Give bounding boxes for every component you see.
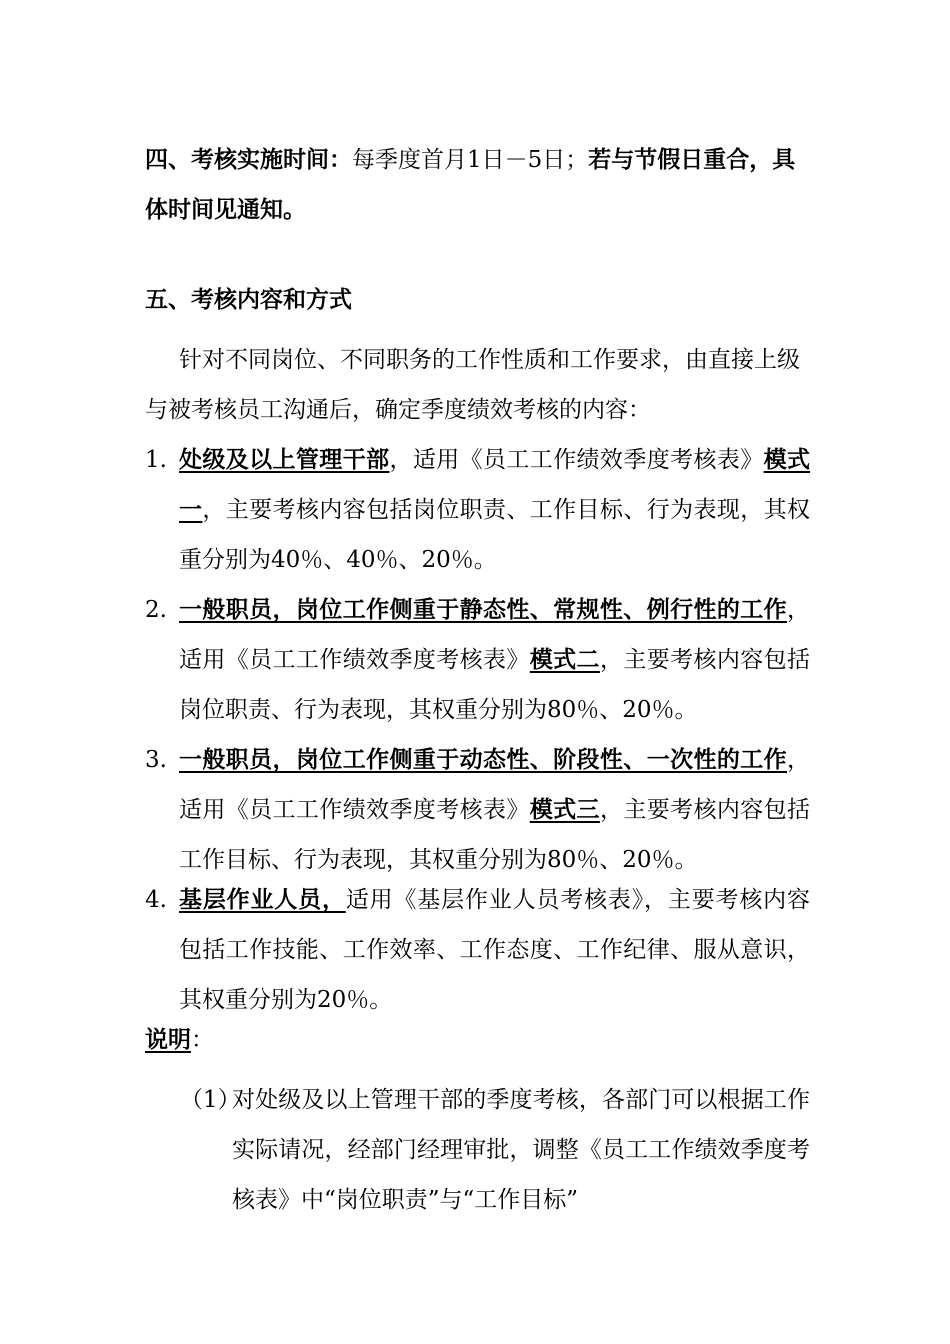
section-4-time: 每季度首月1日－5日； xyxy=(352,147,589,173)
list-item-number: 3. xyxy=(145,747,167,773)
list-item-mode: 模式二 xyxy=(529,646,600,673)
section-4-paragraph xyxy=(145,135,810,235)
list-item-number: 4. xyxy=(145,887,167,913)
list-item-text: 适用《基层作业人员考核表》，主要考核内容包括工作技能、工作效率、工作态度、工作纪律、服从意识，其权重分别为20％。 xyxy=(179,887,811,1013)
list-item-mode: 模式三 xyxy=(529,796,600,823)
notes-colon: ： xyxy=(191,1027,214,1053)
list-item-text: ，主要考核内容包括工作目标、行为表现，其权重分别为80％、20％。 xyxy=(179,797,811,873)
section-4-note: 若与节假日重合，具体时间见通知。 xyxy=(145,146,796,223)
note-item-text: 对处级及以上管理干部的季度考核，各部门可以根据工作实际请况，经部门经理审批，调整《员工工作绩效季度考核表》中“岗位职责”与“工作目标” xyxy=(232,1087,810,1213)
note-item-1 xyxy=(180,1075,810,1225)
list-item-text: ，适用《员工工作绩效季度考核表》 xyxy=(179,597,810,673)
list-item-text: ，主要考核内容包括岗位职责、工作目标、行为表现，其权重分别为40％、40％、20％。 xyxy=(179,497,811,573)
list-item-mode: 模式一 xyxy=(179,446,811,523)
list-item-target: 一般职员，岗位工作侧重于动态性、阶段性、一次性的工作 xyxy=(179,746,787,773)
note-item-number: （1） xyxy=(180,1087,241,1113)
list-item-target: 一般职员，岗位工作侧重于静态性、常规性、例行性的工作 xyxy=(179,596,787,623)
list-item-number: 1. xyxy=(145,447,167,473)
list-item-text: ，主要考核内容包括岗位职责、行为表现，其权重分别为80％、20％。 xyxy=(179,647,811,723)
notes-heading xyxy=(145,1025,214,1055)
list-item-2 xyxy=(145,585,810,735)
section-5-heading: 五、考核内容和方式 xyxy=(145,286,352,313)
list-item-number: 2. xyxy=(145,597,167,623)
list-item-4 xyxy=(145,875,810,1025)
list-item-target: 处级及以上管理干部 xyxy=(179,446,390,473)
section-4-heading: 四、考核实施时间： xyxy=(145,146,352,173)
notes-title: 说明 xyxy=(145,1026,191,1053)
section-5-intro: 针对不同岗位、不同职务的工作性质和工作要求，由直接上级与被考核员工沟通后，确定季度绩效考核的内容： xyxy=(145,347,800,423)
list-item-text: ，适用《员工工作绩效季度考核表》 xyxy=(389,447,764,473)
list-item-text: ，适用《员工工作绩效季度考核表》 xyxy=(179,747,810,823)
list-item-target: 基层作业人员， xyxy=(179,886,346,913)
list-item-1 xyxy=(145,435,810,585)
list-item-3 xyxy=(145,735,810,885)
